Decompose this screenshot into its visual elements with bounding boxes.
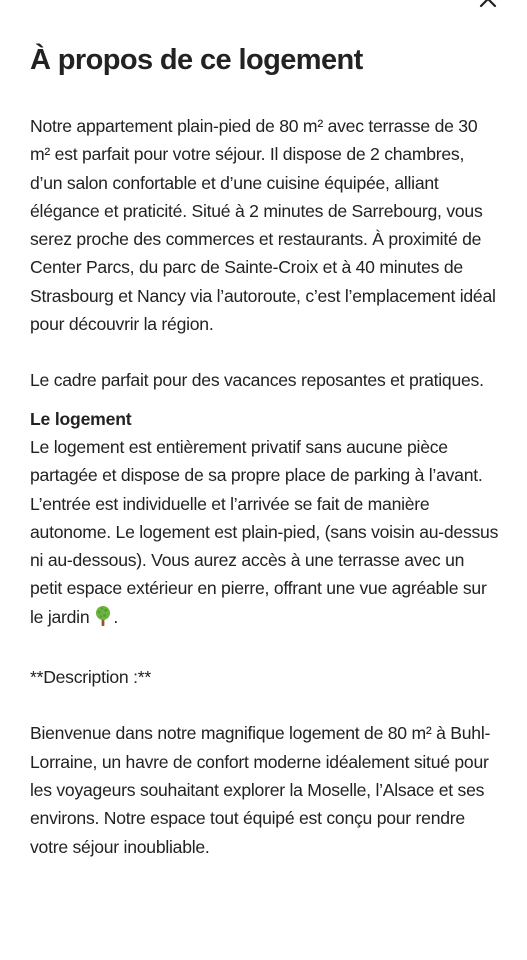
listing-description-panel (30, 0, 500, 861)
description-paragraph-1: Notre appartement plain-pied de 80 m² avec terrasse de 30 m² est parfait pour votre séjour. Il dispose de 2 chambres, d’un salon confortable et d’une cuisine équipée, alliant élégance et praticité. Situé à 2 minutes de Sarrebourg, vous serez proche des commerces et restaurants. À proximité de Center Parcs, du parc de Sainte-Croix et à 40 minutes de Strasbourg et Nancy via l’autoroute, c’est l’emplacement idéal pour découvrir la région. (30, 116, 496, 335)
description-label: **Description :** (30, 667, 151, 688)
welcome-paragraph: Bienvenue dans notre magnifique logement de 80 m² à Buhl-Lorraine, un havre de confort moderne idéalement situé pour les voyageurs souhaitant explorer la Moselle, l’Alsace et ses environs. Notre espace tout équipé est conçu pour rendre votre séjour inoubliable. (30, 723, 491, 857)
section-heading-le-logement: Le logement (30, 408, 132, 429)
tree-icon (93, 605, 113, 635)
logement-paragraph (30, 433, 500, 635)
logement-paragraph-punct: . (113, 606, 119, 627)
description-paragraph-2: Le cadre parfait pour des vacances reposantes et pratiques. (30, 370, 484, 391)
page-title: À propos de ce logement (30, 44, 363, 76)
logement-paragraph-text: Le logement est entièrement privatif sans aucune pièce partagée et dispose de sa propre place de parking à l’avant. L’entrée est individuelle et l’arrivée se fait de manière autonome. Le logement est plain-pied, (sans voisin au-dessus ni au-dessous). Vous aurez accès à une terrasse avec un petit espace extérieur en pierre, offrant une vue agréable sur le jardin (30, 436, 499, 627)
